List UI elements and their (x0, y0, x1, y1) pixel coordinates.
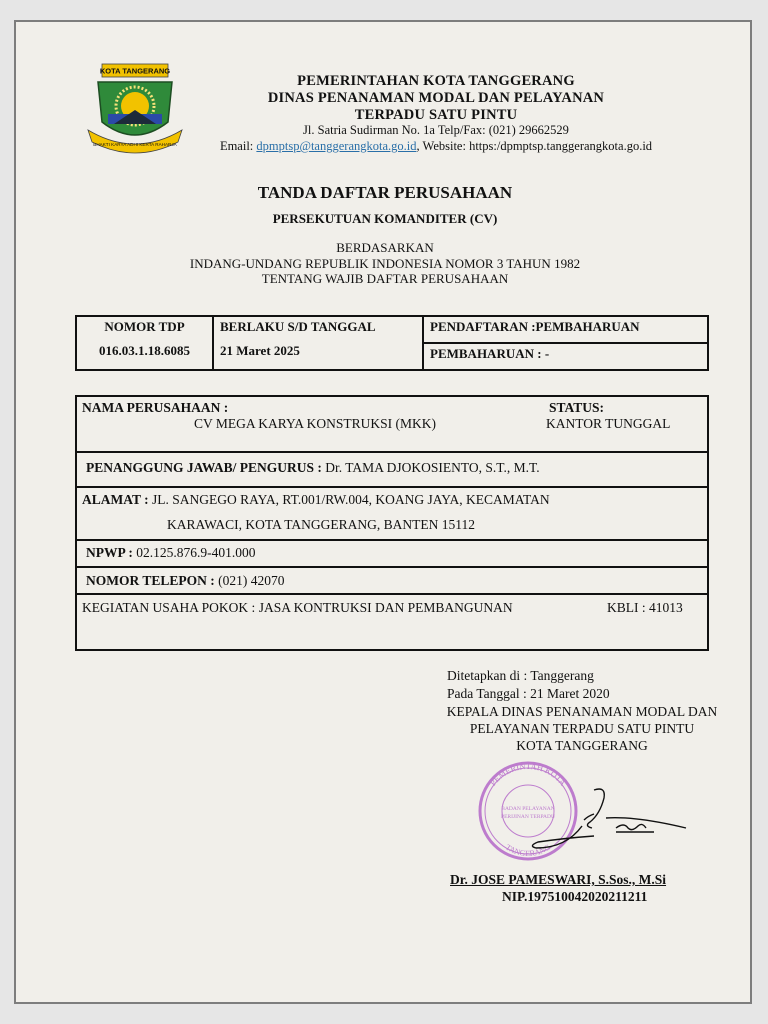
npwp-label: NPWP : (86, 545, 133, 560)
kbli-value: : 41013 (638, 600, 683, 615)
header-address: Jl. Satria Sudirman No. 1a Telp/Fax: (021) 29662529 (303, 123, 569, 137)
phone-row (77, 568, 707, 595)
business-activity-row (82, 600, 513, 616)
stamp-middle-text-2: PERIJINAN TERPADU (501, 814, 555, 820)
email-prefix: Email: (219, 139, 257, 153)
email-link[interactable]: dpmptsp@tanggerangkota.go.id (256, 139, 417, 153)
business-activity-label: KEGIATAN USAHA POKOK : (82, 600, 256, 615)
valid-until-cell (213, 316, 423, 370)
company-name-label: NAMA PERUSAHAAN : (82, 400, 229, 415)
company-name-value: CV MEGA KARYA KONSTRUKSI (MKK) (194, 416, 437, 431)
company-name-row (77, 397, 707, 453)
document-title: TANDA DAFTAR PERUSAHAAN (257, 183, 513, 202)
npwp-value: 02.125.876.9-401.000 (132, 545, 256, 560)
header-contact (166, 139, 706, 154)
responsible-value: Dr. TAMA DJOKOSIENTO, S.T., M.T. (321, 460, 540, 475)
stamp-middle-text-1: BADAN PELAYANAN (501, 806, 555, 812)
official-stamp (480, 761, 576, 859)
issued-place: Ditetapkan di : Tanggerang (447, 668, 594, 683)
document-page (14, 20, 752, 1004)
business-activity-value: JASA KONTRUKSI DAN PEMBANGUNAN (255, 600, 513, 615)
handwritten-signature (532, 789, 686, 848)
official-nip: NIP.197510042020211211 (502, 889, 648, 904)
legal-basis-2: INDANG-UNDANG REPUBLIK INDONESIA NOMOR 3 TAHUN 1982 (189, 256, 581, 271)
valid-until-value: 21 Maret 2025 (220, 343, 300, 358)
status-value: KANTOR TUNGGAL (546, 416, 671, 431)
document-subtitle: PERSEKUTUAN KOMANDITER (CV) (272, 211, 498, 226)
status-label: STATUS: (549, 400, 605, 415)
header-line-1: PEMERINTAHAN KOTA TANGGERANG (297, 73, 575, 89)
phone-value: (021) 42070 (214, 573, 285, 588)
header-line-3: TERPADU SATU PINTU (354, 107, 518, 123)
registration-table (75, 315, 709, 371)
address-row (77, 488, 707, 541)
stamp-top-text: PEMERINTAH KOTA (487, 760, 569, 788)
address-line-2: KARAWACI, KOTA TANGGERANG, BANTEN 15112 (167, 517, 475, 532)
official-title-1: KEPALA DINAS PENANAMAN MODAL DAN (446, 704, 718, 719)
renewal-number: PEMBAHARUAN : - (423, 343, 708, 370)
tdp-number-label: NOMOR TDP (104, 319, 185, 334)
official-title-2: PELAYANAN TERPADU SATU PINTU (469, 721, 695, 736)
address-label: ALAMAT : (82, 492, 149, 507)
website-text: , Website: https:/dpmptsp.tanggerangkota.go.id (416, 139, 653, 153)
address-line-1: JL. SANGEGO RAYA, RT.001/RW.004, KOANG JAYA, KECAMATAN (148, 492, 550, 507)
tdp-number-value: 016.03.1.18.6085 (99, 343, 190, 358)
stamp-bottom-text: TANGERANG (503, 842, 553, 859)
responsible-row (77, 453, 707, 488)
official-stamp-and-signature (466, 756, 706, 866)
issued-date: Pada Tanggal : 21 Maret 2020 (447, 686, 610, 701)
logo-motto-text: BHAKTI KARYA ADHI KERTA RAHARJA (93, 142, 177, 147)
logo-banner-text: KOTA TANGERANG (99, 66, 171, 76)
valid-until-label: BERLAKU S/D TANGGAL (220, 319, 376, 334)
responsible-label: PENANGGUNG JAWAB/ PENGURUS : (86, 460, 322, 475)
legal-basis-3: TENTANG WAJIB DAFTAR PERUSAHAAN (261, 271, 509, 286)
npwp-row (77, 541, 707, 568)
official-title-3: KOTA TANGGERANG (516, 738, 648, 753)
company-details-box (75, 395, 709, 651)
legal-basis-1: BERDASARKAN (336, 240, 434, 255)
kbli-field (607, 600, 683, 616)
kbli-label: KBLI (607, 600, 639, 615)
official-name: Dr. JOSE PAMESWARI, S.Sos., M.Si (450, 872, 667, 887)
phone-label: NOMOR TELEPON : (86, 573, 215, 588)
tdp-number-cell (76, 316, 213, 370)
header-line-2: DINAS PENANAMAN MODAL DAN PELAYANAN (267, 90, 605, 106)
registration-type: PENDAFTARAN :PEMBAHARUAN (423, 316, 708, 343)
